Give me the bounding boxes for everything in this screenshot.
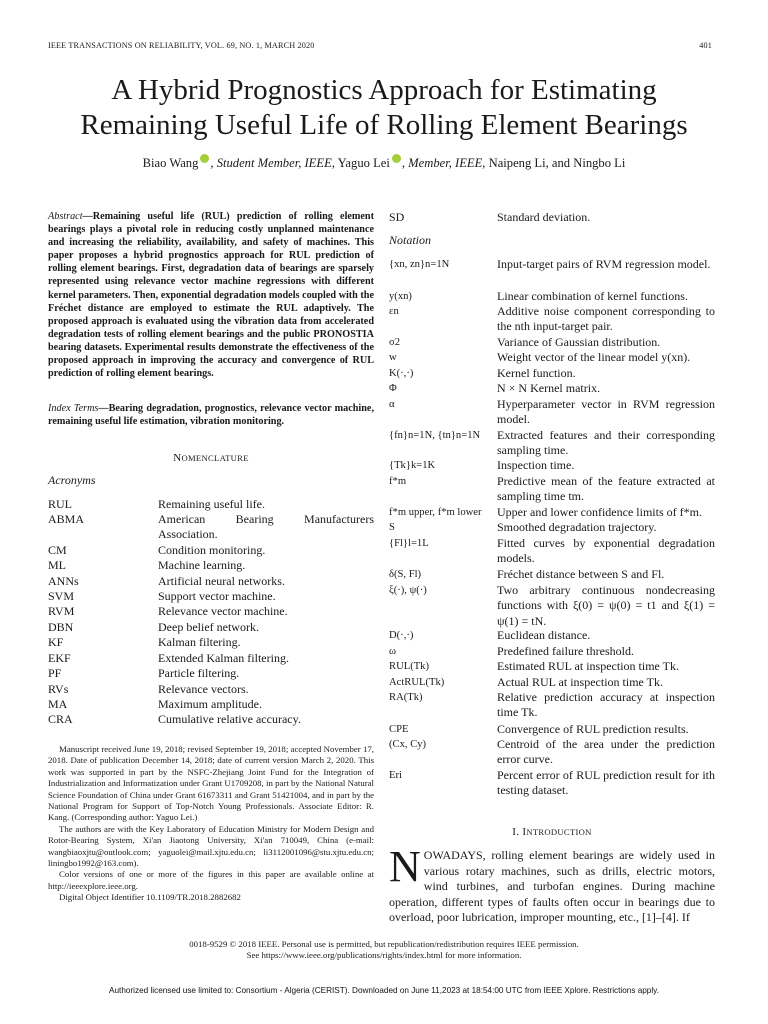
index-terms <box>48 402 374 428</box>
author-names: Naipeng Li, and Ningbo Li <box>485 156 626 170</box>
notation-symbol: {xn, zn}n=1N <box>389 259 450 270</box>
notation-symbol: εn <box>389 306 399 317</box>
notation-definition: Linear combination of kernel functions. <box>497 289 688 303</box>
acronym-term: SVM <box>48 589 75 603</box>
index-terms-label: Index Terms <box>48 403 99 414</box>
running-header-journal: IEEE TRANSACTIONS ON RELIABILITY, VOL. 69, NO. 1, MARCH 2020 <box>48 41 315 50</box>
acronym-term: RVM <box>48 604 75 618</box>
acronym-term: PF <box>48 666 62 680</box>
orcid-icon[interactable] <box>392 154 401 163</box>
abstract-text: —Remaining useful life (RUL) prediction of rolling element bearings plays a pivotal role in reducing costly unplanned maintenance and increasing the reliability, availability, and safety of machines. This paper proposes a hybrid prognostics approach for RUL prediction of rolling element bearings. First, degradation data of bearings are sparsely represented using relevance vector machine regressions with different kernel parameters. Then, exponential degradation models coupled with the Fréchet distance are employed to estimate the RUL adaptively. The proposed approach is evaluated using the vibration data from accelerated degradation tests of rolling element bearings and the public PRONOSTIA bearing datasets. Experimental results demonstrate the effectiveness of the proposed approach in improving the accuracy and convergence of RUL prediction of rolling element bearings. <box>48 211 374 380</box>
notation-definition: Two arbitrary continuous nondecreasing functions with ξ(0) = ψ(0) = t1 and ξ(1) = ψ(1) = tN. <box>497 583 715 628</box>
index-terms-text: —Bearing degradation, prognostics, relevance vector machine, remaining useful life estimation, vibration monitoring. <box>48 403 374 428</box>
author-name: Yaguo Lei <box>334 156 390 170</box>
acronym-definition: Maximum amplitude. <box>158 697 262 711</box>
abstract <box>48 210 374 380</box>
notation-definition: Relative prediction accuracy at inspection time Tk. <box>497 690 715 720</box>
notation-symbol: {fn}n=1N, {tn}n=1N <box>389 430 481 441</box>
acronyms-heading: Acronyms <box>48 473 96 487</box>
notation-definition: Percent error of RUL prediction result for ith testing dataset. <box>497 768 715 798</box>
footnote-color: Color versions of one or more of the figures in this paper are available online at http://ieeexplore.ieee.org. <box>48 869 374 891</box>
acronym-term: RUL <box>48 497 72 511</box>
author-membership: , Member, IEEE, <box>401 156 486 170</box>
acronym-term: DBN <box>48 620 74 634</box>
notation-symbol: δ(S, Fl) <box>389 569 422 580</box>
notation-definition: Fitted curves by exponential degradation models. <box>497 536 715 566</box>
copyright-line-2: See https://www.ieee.org/publications/rights/index.html for more information. <box>246 950 522 961</box>
notation-symbol: Eri <box>389 770 402 781</box>
notation-definition: Variance of Gaussian distribution. <box>497 335 661 349</box>
notation-symbol: {Fl}l=1L <box>389 538 429 549</box>
notation-definition: Predictive mean of the feature extracted at sampling time tm. <box>497 474 715 504</box>
paper-title <box>0 73 768 143</box>
copyright-line-1: 0018-9529 © 2018 IEEE. Personal use is permitted, but republication/redistribution requires IEEE permission. <box>189 939 579 949</box>
notation-definition: Fréchet distance between S and Fl. <box>497 567 665 581</box>
notation-definition: Euclidean distance. <box>497 628 591 642</box>
notation-heading: Notation <box>389 233 432 247</box>
acronym-definition: Kalman filtering. <box>158 635 241 649</box>
notation-symbol: D(·,·) <box>389 630 414 641</box>
notation-symbol: ω <box>389 646 396 657</box>
notation-definition: Kernel function. <box>497 366 576 380</box>
acronym-definition: Particle filtering. <box>158 666 240 680</box>
footnotes <box>48 744 374 904</box>
acronym-term: EKF <box>48 651 71 665</box>
notation-definition: Predefined failure threshold. <box>497 644 634 658</box>
acronym-term: ML <box>48 558 66 572</box>
nomenclature-symbol: SD <box>389 210 405 224</box>
copyright-notice <box>0 939 768 962</box>
footnote-affiliation: The authors are with the Key Laboratory of Education Ministry for Modern Design and Rotor-Bearing System, Xi'an Jiaotong University, Xi'an 710049, China (e-mail: wangbiaoxjtu@outlook.com; yaguolei@mail.xjtu.edu.cn; li3112001096@stu.xjtu.edu.cn; liningbo1992@163.com). <box>48 823 374 869</box>
intro-text: rolling element bearings are widely used in various rotary machines, such as drills, electric motors, wind turbines, and turbofan engines. During machine operation, different types of faults often occur in bearings due to overload, poor lubrication, improper mounting, etc., [1]–[4]. If <box>389 848 715 925</box>
notation-symbol: (Cx, Cy) <box>389 739 427 750</box>
notation-definition: Inspection time. <box>497 458 575 472</box>
paper-title-line-1: A Hybrid Prognostics Approach for Estimating <box>111 74 657 106</box>
notation-symbol: w <box>389 352 397 363</box>
author-line <box>0 154 768 171</box>
introduction-paragraph <box>389 842 715 926</box>
authorized-use-notice: Authorized licensed use limited to: Consortium - Algeria (CERIST). Downloaded on June 11,2023 at 18:54:00 UTC from IEEE Xplore. Restrictions apply. <box>109 986 659 995</box>
acronym-term: ANNs <box>48 574 79 588</box>
drop-cap: N <box>389 842 421 891</box>
acronym-term: MA <box>48 697 68 711</box>
intro-lead: OWADAYS, <box>423 848 486 862</box>
acronym-definition: Relevance vectors. <box>158 682 249 696</box>
notation-symbol: y(xn) <box>389 291 412 302</box>
notation-symbol: RUL(Tk) <box>389 661 430 672</box>
notation-definition: Weight vector of the linear model y(xn). <box>497 350 691 364</box>
acronym-definition: Machine learning. <box>158 558 246 572</box>
acronym-definition: Extended Kalman filtering. <box>158 651 289 665</box>
notation-definition: Centroid of the area under the prediction error curve. <box>497 737 715 767</box>
notation-symbol: S <box>389 522 395 533</box>
section-heading-introduction: I. INTRODUCTION <box>512 826 592 838</box>
notation-symbol: {Tk}k=1K <box>389 460 436 471</box>
acronym-definition: Deep belief network. <box>158 620 259 634</box>
author-name: Biao Wang <box>142 156 199 170</box>
acronym-definition: Condition monitoring. <box>158 543 266 557</box>
acronym-definition: American Bearing Manufacturers Association. <box>158 512 374 542</box>
notation-definition: Input-target pairs of RVM regression model. <box>497 257 711 271</box>
acronym-term: KF <box>48 635 64 649</box>
nomenclature-definition: Standard deviation. <box>497 210 591 224</box>
orcid-icon[interactable] <box>200 154 209 163</box>
notation-definition: Actual RUL at inspection time Tk. <box>497 675 663 689</box>
acronym-term: CRA <box>48 712 73 726</box>
notation-definition: N × N Kernel matrix. <box>497 381 601 395</box>
nomenclature-heading: NOMENCLATURE <box>173 452 249 464</box>
acronym-definition: Support vector machine. <box>158 589 276 603</box>
notation-symbol: ActRUL(Tk) <box>389 677 445 688</box>
notation-symbol: RA(Tk) <box>389 692 423 703</box>
notation-symbol: α <box>389 399 395 410</box>
abstract-label: Abstract <box>48 211 83 222</box>
acronym-definition: Artificial neural networks. <box>158 574 285 588</box>
acronym-term: ABMA <box>48 512 85 526</box>
notation-definition: Additive noise component corresponding to the nth input-target pair. <box>497 304 715 334</box>
acronym-definition: Relevance vector machine. <box>158 604 288 618</box>
notation-symbol: σ2 <box>389 337 401 348</box>
acronym-term: RVs <box>48 682 69 696</box>
notation-symbol: ξ(·), ψ(·) <box>389 585 427 596</box>
acronym-definition: Remaining useful life. <box>158 497 265 511</box>
notation-symbol: f*m <box>389 476 407 487</box>
footnote-manuscript: Manuscript received June 19, 2018; revised September 19, 2018; accepted November 17, 2018. Date of publication December 14, 2018; date of current version March 2, 2020. This work was supported in part by the NSFC-Zhejiang Joint Fund for the Integration of Industrialization and Informatization under Grant U1709208, in part by the National Natural Science Foundation of China under Grant 61673311 and Grant 51421004, and in part by the National Program for Support of Top-Notch Young Professionals. Associate Editor: R. Kang. (Corresponding author: Yaguo Lei.) <box>48 744 374 823</box>
notation-definition: Hyperparameter vector in RVM regression model. <box>497 397 715 427</box>
notation-definition: Estimated RUL at inspection time Tk. <box>497 659 679 673</box>
notation-definition: Extracted features and their corresponding sampling time. <box>497 428 715 458</box>
acronym-term: CM <box>48 543 67 557</box>
notation-definition: Smoothed degradation trajectory. <box>497 520 657 534</box>
notation-definition: Upper and lower confidence limits of f*m. <box>497 505 702 519</box>
author-membership: , Student Member, IEEE, <box>210 156 335 170</box>
notation-symbol: f*m upper, f*m lower <box>389 507 482 518</box>
page-number: 401 <box>699 41 712 50</box>
notation-symbol: K(·,·) <box>389 368 414 379</box>
footnote-doi: Digital Object Identifier 10.1109/TR.2018.2882682 <box>59 892 241 903</box>
notation-symbol: CPE <box>389 724 409 735</box>
acronym-definition: Cumulative relative accuracy. <box>158 712 301 726</box>
paper-title-line-2: Remaining Useful Life of Rolling Element Bearings <box>80 109 688 141</box>
notation-symbol: Φ <box>389 383 397 394</box>
notation-definition: Convergence of RUL prediction results. <box>497 722 689 736</box>
